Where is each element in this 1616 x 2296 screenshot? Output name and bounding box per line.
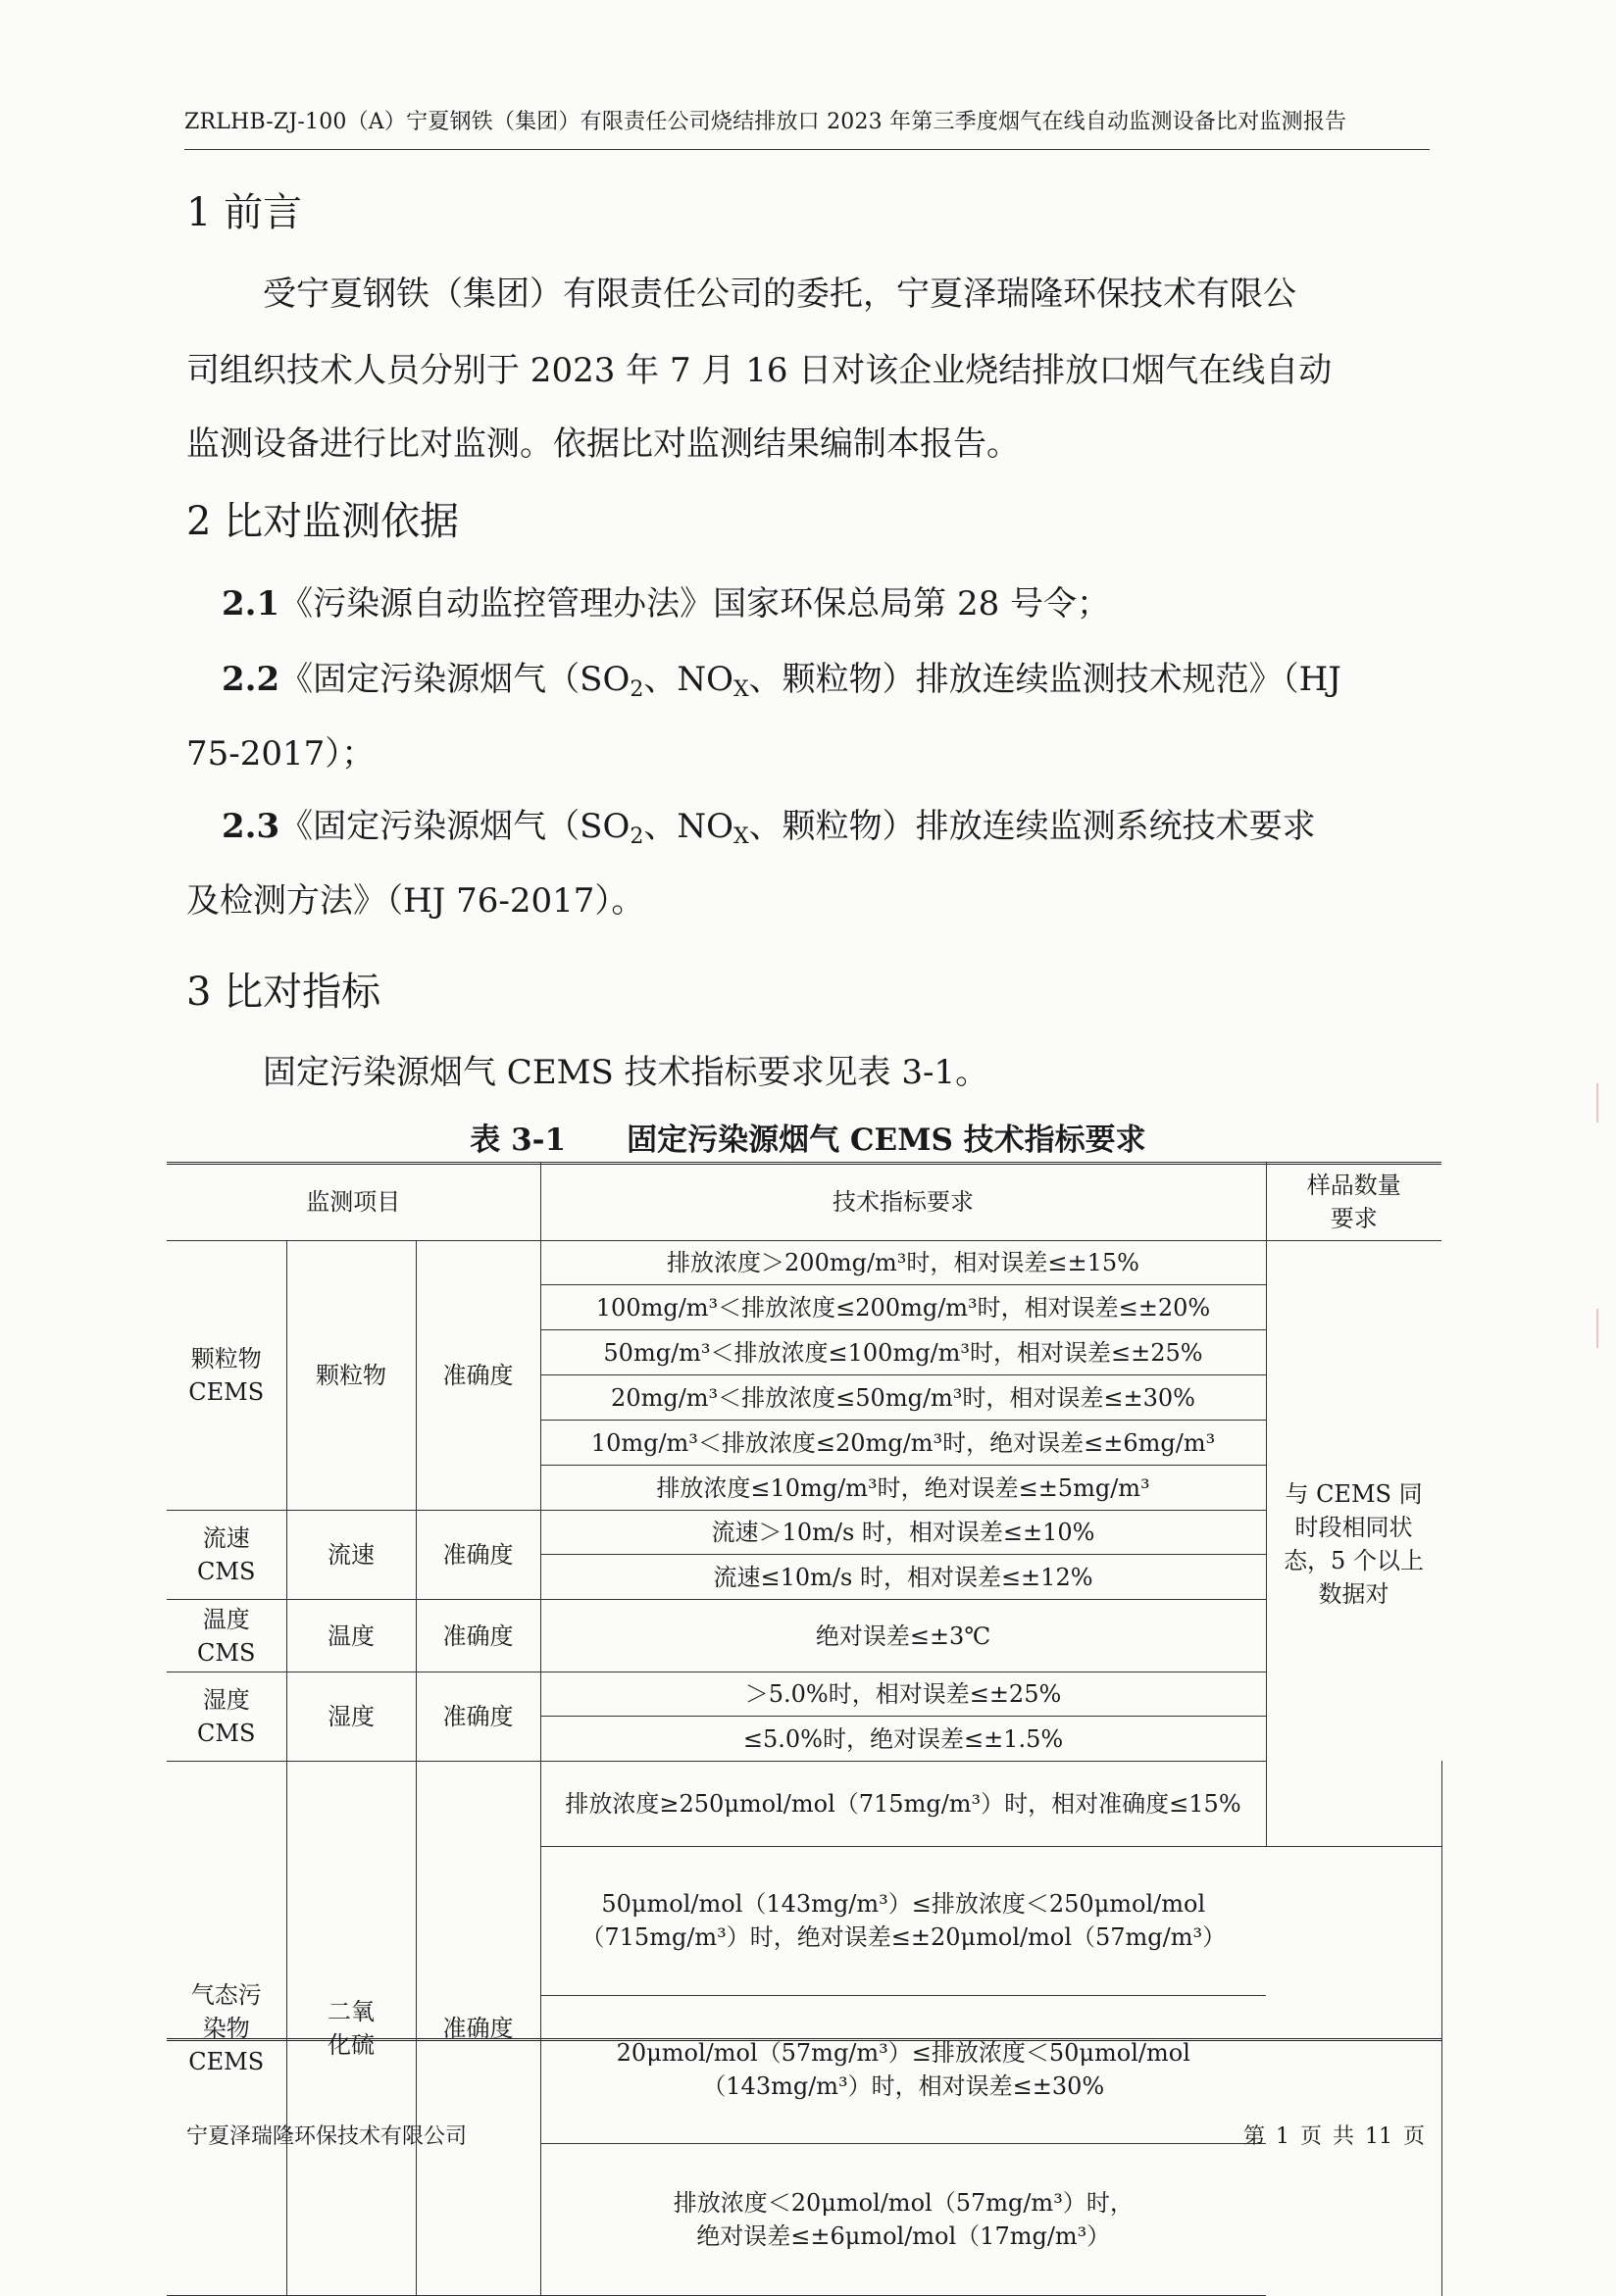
pm-req-2: 100mg/m³＜排放浓度≤200mg/m³时，相对误差≤±20% <box>540 1285 1266 1330</box>
header-monitoring-item: 监测项目 <box>167 1163 540 1241</box>
temp-system <box>167 1600 286 1672</box>
flow-req-2: 流速≤10m/s 时，相对误差≤±12% <box>540 1555 1266 1600</box>
basis-item-1-text: 《污染源自动监控管理办法》国家环保总局第 28 号令； <box>279 584 1111 624</box>
table-row <box>167 1762 1441 1847</box>
subscript-x: X <box>732 677 749 702</box>
flow-accuracy: 准确度 <box>416 1511 540 1600</box>
header-sample <box>1266 1163 1441 1241</box>
pm-system <box>167 1241 286 1511</box>
page-header: ZRLHB-ZJ-100（A）宁夏钢铁（集团）有限责任公司烧结排放口 2023 年第三季度烟气在线自动监测设备比对监测报告 <box>184 108 1430 150</box>
sample-req-a-line2: 时段相同状 <box>1294 1513 1413 1541</box>
stamp-mark <box>1596 1083 1608 1123</box>
table-header-row <box>167 1163 1441 1241</box>
flow-system <box>167 1511 286 1600</box>
humidity-system-line1: 湿度 <box>202 1686 250 1714</box>
sample-req-a-line4: 数据对 <box>1318 1579 1389 1608</box>
section-1-line-2: 司组织技术人员分别于 2023 年 7 月 16 日对该企业烧结排放口烟气在线自动 <box>186 351 1333 390</box>
footer-page-number: 第 1 页 共 11 页 <box>1243 2124 1425 2149</box>
temp-system-line1: 温度 <box>202 1605 250 1633</box>
so2-item-line1: 二氧 <box>328 1998 375 2025</box>
gas-system-line3: CEMS <box>188 2048 265 2075</box>
so2-req-3-line1: 20μmol/mol（57mg/m³）≤排放浓度＜50μmol/mol <box>616 2038 1190 2067</box>
header-sample-line1: 样品数量 <box>1306 1171 1401 1199</box>
pm-item: 颗粒物 <box>286 1241 416 1511</box>
gas-system-line2: 染物 <box>202 2015 250 2042</box>
footer-company: 宁夏泽瑞隆环保技术有限公司 <box>186 2124 468 2149</box>
gas-system <box>167 1762 286 2296</box>
flow-req-1: 流速＞10m/s 时，相对误差≤±10% <box>540 1511 1266 1555</box>
so2-req-4-line2: 绝对误差≤±6μmol/mol（17mg/m³） <box>696 2221 1111 2250</box>
subscript-2: 2 <box>630 824 644 849</box>
basis-item-2-number: 2.2 <box>222 660 280 699</box>
pm-system-line2: CEMS <box>188 1378 265 1406</box>
basis-item-2 <box>222 652 1341 718</box>
section-3-intro: 固定污染源烟气 CEMS 技术指标要求见表 3-1。 <box>263 1053 989 1092</box>
pm-accuracy: 准确度 <box>416 1241 540 1511</box>
pm-req-3: 50mg/m³＜排放浓度≤100mg/m³时，相对误差≤±25% <box>540 1330 1266 1375</box>
section-1-line-3: 监测设备进行比对监测。依据比对监测结果编制本报告。 <box>186 424 1020 464</box>
header-requirement: 技术指标要求 <box>540 1163 1266 1241</box>
sample-req-a-line3: 态，5 个以上 <box>1284 1546 1424 1574</box>
temp-req-1: 绝对误差≤±3℃ <box>540 1600 1266 1672</box>
humidity-accuracy: 准确度 <box>416 1672 540 1762</box>
table-row <box>167 1672 1441 1717</box>
pm-req-6: 排放浓度≤10mg/m³时，绝对误差≤±5mg/m³ <box>540 1466 1266 1511</box>
section-1-title: 1 前言 <box>186 190 303 235</box>
basis-item-2-text-b: 、NO <box>643 660 733 699</box>
basis-item-3-cont: 及检测方法》（HJ 76-2017）。 <box>186 881 645 921</box>
subscript-x: X <box>732 824 749 849</box>
header-sample-line2: 要求 <box>1330 1204 1378 1232</box>
so2-req-2 <box>540 1847 1266 1995</box>
humidity-req-1: ＞5.0%时，相对误差≤±25% <box>540 1672 1266 1717</box>
flow-system-line2: CMS <box>197 1558 256 1585</box>
subscript-2: 2 <box>630 677 644 702</box>
humidity-item: 湿度 <box>286 1672 416 1762</box>
section-1-line-1: 受宁夏钢铁（集团）有限责任公司的委托，宁夏泽瑞隆环保技术有限公 <box>263 275 1296 314</box>
basis-item-1-number: 2.1 <box>222 584 280 624</box>
so2-req-2-line2: （715mg/m³）时，绝对误差≤±20μmol/mol（57mg/m³） <box>581 1923 1227 1952</box>
basis-item-2-text-c: 、颗粒物）排放连续监测技术规范》（HJ <box>748 660 1341 699</box>
so2-req-3 <box>540 1995 1266 2143</box>
basis-item-1 <box>222 576 1110 631</box>
pm-req-5: 10mg/m³＜排放浓度≤20mg/m³时，绝对误差≤±6mg/m³ <box>540 1421 1266 1466</box>
basis-item-3 <box>222 799 1316 865</box>
basis-item-3-text-b: 、NO <box>643 807 733 846</box>
so2-req-1: 排放浓度≥250μmol/mol（715mg/m³）时，相对准确度≤15% <box>540 1762 1266 1847</box>
table-row <box>167 1241 1441 1285</box>
pm-req-4: 20mg/m³＜排放浓度≤50mg/m³时，相对误差≤±30% <box>540 1375 1266 1421</box>
stamp-mark <box>1596 1309 1608 1348</box>
table-caption: 表 3-1 固定污染源烟气 CEMS 技术指标要求 <box>470 1123 1146 1158</box>
flow-item: 流速 <box>286 1511 416 1600</box>
basis-item-3-number: 2.3 <box>222 807 280 846</box>
sample-req-a <box>1266 1241 1441 1847</box>
table-row <box>167 1511 1441 1555</box>
basis-item-2-cont: 75-2017）； <box>186 734 376 774</box>
temp-item: 温度 <box>286 1600 416 1672</box>
section-3-title: 3 比对指标 <box>186 970 381 1015</box>
basis-item-2-text-a: 《固定污染源烟气（SO <box>279 660 631 699</box>
so2-item <box>286 1762 416 2296</box>
flow-system-line1: 流速 <box>202 1524 250 1552</box>
so2-accuracy: 准确度 <box>416 1762 540 2296</box>
basis-item-3-text-a: 《固定污染源烟气（SO <box>279 807 631 846</box>
pm-req-1: 排放浓度＞200mg/m³时，相对误差≤±15% <box>540 1241 1266 1285</box>
table-row <box>167 1600 1441 1672</box>
pm-system-line1: 颗粒物 <box>190 1345 262 1373</box>
gas-system-line1: 气态污 <box>190 1981 262 2009</box>
so2-req-4 <box>540 2143 1266 2295</box>
section-2-title: 2 比对监测依据 <box>186 499 460 544</box>
temp-system-line2: CMS <box>197 1638 256 1667</box>
so2-req-2-line1: 50μmol/mol（143mg/m³）≤排放浓度＜250μmol/mol <box>601 1890 1206 1919</box>
humidity-req-2: ≤5.0%时，绝对误差≤±1.5% <box>540 1717 1266 1762</box>
so2-item-line2: 化硫 <box>328 2031 375 2059</box>
sample-req-a-line1: 与 CEMS 同 <box>1285 1479 1423 1508</box>
temp-accuracy: 准确度 <box>416 1600 540 1672</box>
humidity-system-line2: CMS <box>197 1720 256 1747</box>
so2-req-4-line1: 排放浓度＜20μmol/mol（57mg/m³）时， <box>673 2188 1134 2217</box>
basis-item-3-text-c: 、颗粒物）排放连续监测系统技术要求 <box>748 807 1316 846</box>
so2-req-3-line2: （143mg/m³）时，相对误差≤±30% <box>702 2071 1105 2100</box>
humidity-system <box>167 1672 286 1762</box>
